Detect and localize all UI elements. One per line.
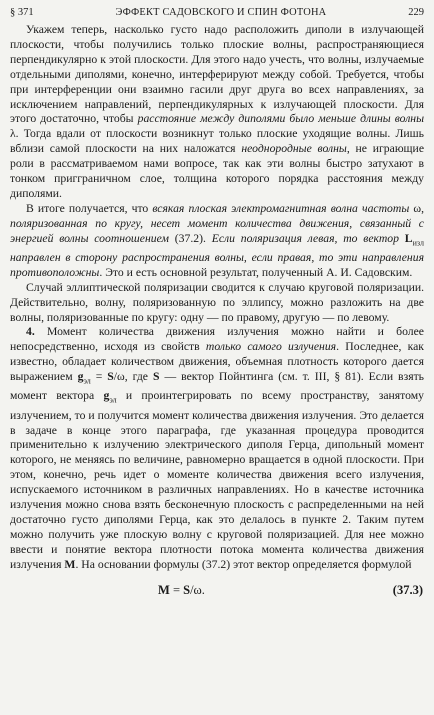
text-run: λ. Тогда вдали от плоскости возникнут только плоские уходящие волны. Лишь вблизи самой плоскости на них наложатся	[10, 127, 424, 156]
text-run: и проинтегрировать по всему пространству, занятому излучением, то и получится момент количества движения излучения. Это делается в задаче в конце этого параграфа, где указанная процедура проводится применительно к излучению электрического диполя Герца, дипольный момент которого, не меняясь по величине, равномерно вращается в одной плоскости. При этом, конечно, речь идет о моменте количества движения всего излучения, испускаемого источником в различных направлениях. Но в качестве источника излучения можно снова взять бесконечную плоскость с распределенными на ней достаточно густо диполями Герца, как это делалось в пункте 2. Таким путем можно получить уже плоскую волну с круговой поляризацией. Для нее можно ввести и понятие вектора плотности потока момента количества движения излучения	[10, 389, 424, 571]
page-number: 229	[408, 7, 424, 18]
text-run: Укажем теперь, насколько густо надо расположить диполи в излучающей плоскости, чтобы получились только плоские волны, распространяющиеся перпендикулярно к этой плоскости. Для этого надо учесть, что волны, излучаемые отдельными диполями, конечно, интерферируют между собой. Требуется, чтобы при интерференции они взаимно гасили друг друга во всех направлениях, за исключением направлений, перпендикулярных к излучающей плоскости. Для этого достаточно, чтобы	[10, 23, 424, 126]
paragraph	[10, 281, 424, 326]
text-run: . Это и есть основной результат, полученный А. И. Садовским.	[99, 265, 413, 279]
bold-run: S	[152, 370, 160, 384]
text-run: . На основании формулы (37.2) этот вектор определяется формулой	[75, 557, 412, 571]
italic-run: неоднородные волны	[241, 142, 347, 156]
paragraph	[10, 23, 424, 202]
formula-number: (37.3)	[392, 582, 423, 597]
section-number: § 371	[10, 7, 34, 18]
formula-equals: =	[169, 582, 184, 597]
text-run: Случай эллиптической поляризации сводится к случаю круговой поляризации. Действительно, волну, поляризованную по эллипсу, можно разложить на две волны, поляризованные по кругу: одну — по правому, другую — по левому.	[10, 280, 424, 324]
italic-run: направлен в сторону распространения волны, если правая, то эти направления противоположны	[10, 250, 424, 279]
bold-run: L	[398, 231, 413, 245]
text-run: =	[90, 370, 108, 384]
bold-run: g	[103, 389, 110, 403]
formula-rhs-vector: S	[183, 582, 191, 597]
running-header	[10, 3, 424, 23]
text-run: ω,	[409, 201, 424, 215]
text-run: /ω, где	[113, 370, 153, 384]
formula-37-3	[10, 583, 424, 598]
running-title: ЭФФЕКТ САДОВСКОГО И СПИН ФОТОНА	[115, 7, 327, 18]
paragraph	[10, 202, 424, 281]
formula-lhs: M	[158, 582, 170, 597]
page-body	[10, 23, 424, 573]
text-run: . Последнее, как известно, обладает количеством движения, объемная плотность которого дается выражением	[10, 340, 424, 384]
subscript-run: эл	[109, 395, 117, 405]
italic-run: всякая плоская электромагнитная волна частоты	[152, 201, 410, 215]
formula-expression	[158, 583, 205, 598]
italic-run: расстояние между диполями было меньше длины волны	[137, 112, 425, 126]
bold-run: 4.	[26, 325, 35, 339]
text-run: , не играющие роли в рассматриваемом нами вопросе, так как эти волны быстро затухают в тонком пригграничном слое, толщина которого порядка расстояния между диполями.	[10, 142, 425, 200]
text-run: — вектор Пойнтинга (см. т. III, § 81). Если взять момент вектора	[10, 370, 425, 403]
subscript-run: изл	[412, 238, 425, 248]
subscript-run: эл	[83, 376, 91, 386]
bold-run: S	[107, 370, 114, 384]
italic-run: Если поляризация левая, то вектор	[211, 231, 399, 245]
italic-run: поляризованная по кругу, несет момент количества движения, связанный с энергией волны соотношением	[10, 216, 424, 245]
bold-run: M	[64, 557, 76, 571]
bold-run: g	[77, 370, 84, 384]
formula-rhs-rest: /ω.	[190, 582, 205, 597]
text-run: В итоге получается, что	[26, 201, 153, 215]
text-run: Момент количества движения излучения можно найти и более непосредственно, исходя из свойств	[10, 325, 424, 354]
italic-run: только самого излучения	[205, 340, 337, 354]
text-run: (37.2).	[168, 231, 212, 245]
paragraph	[10, 325, 424, 572]
